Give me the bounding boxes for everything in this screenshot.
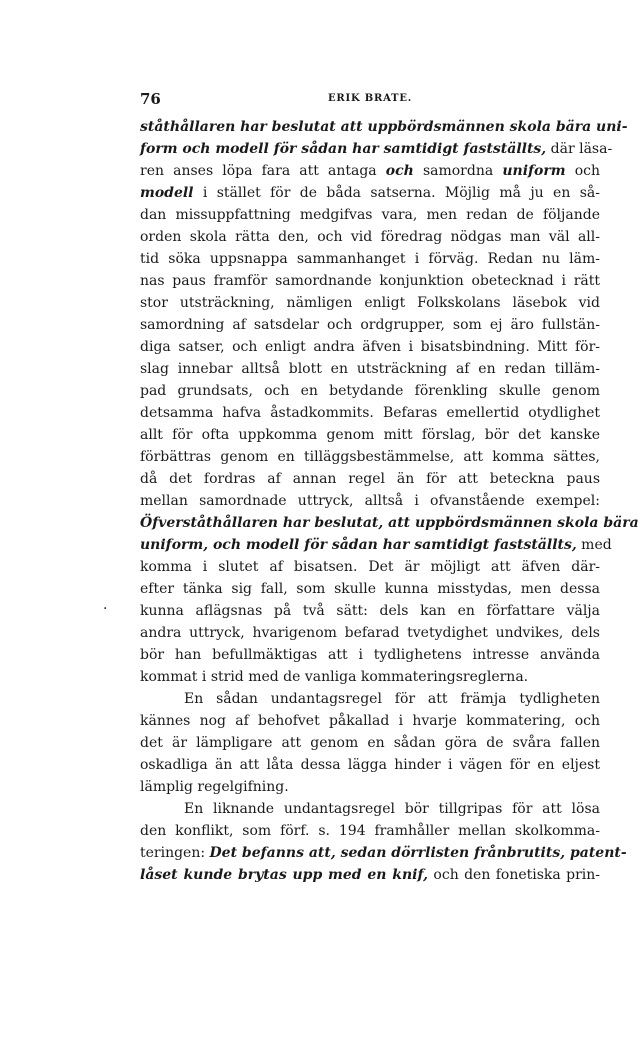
text-line bbox=[140, 644, 600, 666]
text-line bbox=[140, 292, 600, 314]
running-head: ERIK BRATE. bbox=[327, 93, 413, 104]
text-line bbox=[140, 798, 600, 820]
text-line bbox=[140, 556, 600, 578]
text-segment: kunna aflägsnas på två sätt: dels kan en författare välja bbox=[140, 603, 600, 619]
text-segment: mellan samordnade uttryck, alltså i ofvanstående exempel: bbox=[140, 493, 600, 509]
italic-segment: Öfverståthållaren har beslutat, att uppbördsmännen skola bära bbox=[140, 515, 639, 531]
italic-segment: ståthållaren har beslutat att uppbördsmännen skola bära uni- bbox=[140, 119, 628, 135]
text-segment: den konflikt, som förf. s. 194 framhåller mellan skolkomma- bbox=[140, 823, 600, 839]
text-segment: samordna bbox=[413, 163, 503, 179]
text-segment: nas paus framför samordnande konjunktion obetecknad i rätt bbox=[140, 273, 600, 289]
italic-segment: Det befanns att, sedan dörrlisten frånbrutits, patent- bbox=[209, 845, 627, 861]
italic-segment: modell bbox=[140, 185, 194, 201]
text-line bbox=[140, 666, 600, 688]
text-segment: dan missuppfattning medgifvas vara, men redan de följande bbox=[140, 207, 600, 223]
text-line bbox=[140, 754, 600, 776]
body-text bbox=[140, 116, 639, 886]
text-segment: ren anses löpa fara att antaga bbox=[140, 163, 386, 179]
text-line bbox=[140, 116, 628, 138]
italic-segment: och bbox=[385, 163, 414, 179]
text-segment: komma i slutet af bisatsen. Det är möjligt att äfven där- bbox=[140, 559, 600, 575]
text-segment: En liknande undantagsregel bör tillgripas för att lösa bbox=[184, 801, 600, 817]
text-line bbox=[140, 688, 600, 710]
text-line bbox=[140, 270, 600, 292]
margin-mark: · bbox=[103, 601, 108, 617]
text-segment: lämplig regelgifning. bbox=[140, 779, 289, 795]
text-segment: i stället för de båda satserna. Möjlig må ju en så- bbox=[193, 185, 600, 201]
text-line bbox=[140, 248, 600, 270]
text-segment: allt för ofta uppkomma genom mitt förslag, bör det kanske bbox=[140, 427, 600, 443]
text-line bbox=[140, 336, 600, 358]
text-segment: bör han befullmäktigas att i tydlighetens intresse använda bbox=[140, 647, 600, 663]
text-segment: slag innebar alltså blott en utsträckning af en redan tilläm- bbox=[140, 361, 600, 377]
text-segment: kännes nog af behofvet påkallad i hvarje kommatering, och bbox=[140, 713, 600, 729]
text-segment: och den fonetiska prin- bbox=[428, 867, 600, 883]
text-line bbox=[140, 160, 600, 182]
text-line bbox=[140, 446, 600, 468]
text-line bbox=[140, 138, 613, 160]
text-line bbox=[140, 622, 600, 644]
text-line bbox=[140, 182, 600, 204]
text-segment: stor utsträckning, nämligen enligt Folkskolans läsebok vid bbox=[140, 295, 600, 311]
text-segment: förbättras genom en tilläggsbestämmelse, att komma sättes, bbox=[140, 449, 600, 465]
text-line bbox=[140, 380, 600, 402]
text-line bbox=[140, 402, 600, 424]
text-line bbox=[140, 490, 600, 512]
italic-segment: uniform bbox=[502, 163, 566, 179]
text-segment: oskadliga än att låta dessa lägga hinder i vägen för en eljest bbox=[140, 757, 600, 773]
text-segment: andra uttryck, hvarigenom befarad tvetydighet undvikes, dels bbox=[140, 625, 600, 641]
text-segment: samordning af satsdelar och ordgrupper, som ej äro fullstän- bbox=[140, 317, 600, 333]
text-segment: det är lämpligare att genom en sådan göra de svåra fallen bbox=[140, 735, 600, 751]
text-segment: pad grundsats, och en betydande förenkling skulle genom bbox=[140, 383, 600, 399]
text-segment: då det fordras af annan regel än för att beteckna paus bbox=[140, 471, 600, 487]
text-segment: och bbox=[565, 163, 600, 179]
text-line bbox=[140, 226, 600, 248]
text-line bbox=[140, 512, 639, 534]
text-line bbox=[140, 820, 600, 842]
text-segment: tid söka uppsnappa sammanhanget i förväg. Redan nu läm- bbox=[140, 251, 600, 267]
text-segment: diga satser, och enligt andra äfven i bisatsbindning. Mitt för- bbox=[140, 339, 600, 355]
text-line bbox=[140, 600, 600, 622]
text-line bbox=[140, 776, 600, 798]
text-segment: efter tänka sig fall, som skulle kunna misstydas, men dessa bbox=[140, 581, 600, 597]
text-segment: med bbox=[576, 537, 612, 553]
text-line bbox=[140, 710, 600, 732]
text-line bbox=[140, 578, 600, 600]
text-line bbox=[140, 534, 612, 556]
italic-segment: form och modell för sådan har samtidigt fastställts, bbox=[140, 141, 547, 157]
text-segment: orden skola rätta den, och vid föredrag nödgas man väl all- bbox=[140, 229, 600, 245]
text-line bbox=[140, 424, 600, 446]
text-line bbox=[140, 204, 600, 226]
page-number: 76 bbox=[140, 90, 161, 108]
text-segment: detsamma hafva åstadkommits. Befaras emellertid otydlighet bbox=[140, 405, 600, 421]
text-line bbox=[140, 842, 627, 864]
text-line bbox=[140, 864, 600, 886]
text-line bbox=[140, 732, 600, 754]
text-segment: där läsa- bbox=[546, 141, 613, 157]
text-line bbox=[140, 358, 600, 380]
text-segment: kommat i strid med de vanliga kommateringsreglerna. bbox=[140, 669, 529, 685]
text-line bbox=[140, 468, 600, 490]
page-header bbox=[140, 90, 600, 110]
text-segment: En sådan undantagsregel för att främja tydligheten bbox=[184, 691, 600, 707]
italic-segment: uniform, och modell för sådan har samtidigt fastställts, bbox=[140, 537, 577, 553]
italic-segment: låset kunde brytas upp med en knif, bbox=[140, 867, 429, 883]
text-line bbox=[140, 314, 600, 336]
text-segment: teringen: bbox=[140, 845, 210, 861]
